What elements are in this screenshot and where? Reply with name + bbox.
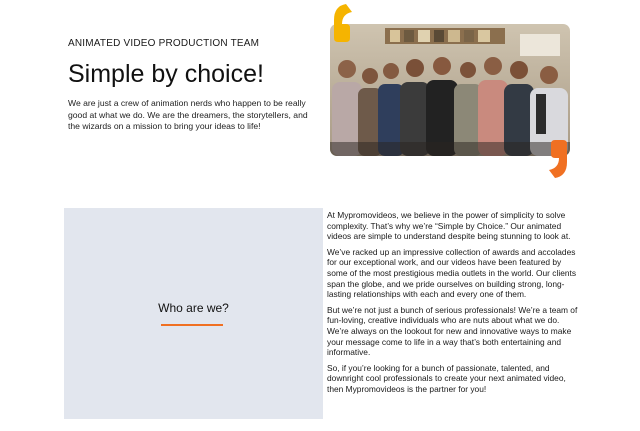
- team-photo: [330, 24, 570, 156]
- hero-eyebrow: ANIMATED VIDEO PRODUCTION TEAM: [68, 38, 260, 49]
- quote-mark-bottom-icon: [545, 134, 571, 180]
- about-paragraph-1: At Mypromovideos, we believe in the power of simplicity to solve complexity. That’s why we’re “Simple by Choice.” Our animated videos are simple to understand despite being stunning to look at.: [327, 210, 571, 242]
- about-title: Who are we?: [158, 301, 229, 315]
- about-paragraph-3: But we’re not just a bunch of serious professionals! We’re a team of fun-loving, creative individuals who are nuts about what we do. We’re always on the lookout for new and innovative ways to make your message come to life in a way that’s both entertaining and informative.: [327, 304, 578, 358]
- about-paragraph-4: So, if you’re looking for a bunch of passionate, talented, and downright cool professionals to create your next animated video, then Mypromovideos is the partner for you!: [327, 362, 566, 394]
- hero-headline: Simple by choice!: [68, 60, 264, 88]
- quote-mark-top-icon: [330, 2, 356, 46]
- hero-section: [0, 0, 640, 190]
- hero-intro: We are just a crew of animation nerds who happen to be really good at what we do. We are the dreamers, the storytellers, and the wizards on a mission to bring your ideas to life!: [68, 98, 308, 132]
- about-body: [327, 210, 579, 400]
- about-title-underline: [161, 324, 223, 326]
- about-panel: [64, 208, 323, 419]
- about-paragraph-2: We’ve racked up an impressive collection of awards and accolades for our exceptional work, and our videos have been featured by some of the most prestigious media outlets in the world. Our clients span the globe, and we pride ourselves on building strong, long-lasting relationships with each and every one of them.: [327, 246, 577, 300]
